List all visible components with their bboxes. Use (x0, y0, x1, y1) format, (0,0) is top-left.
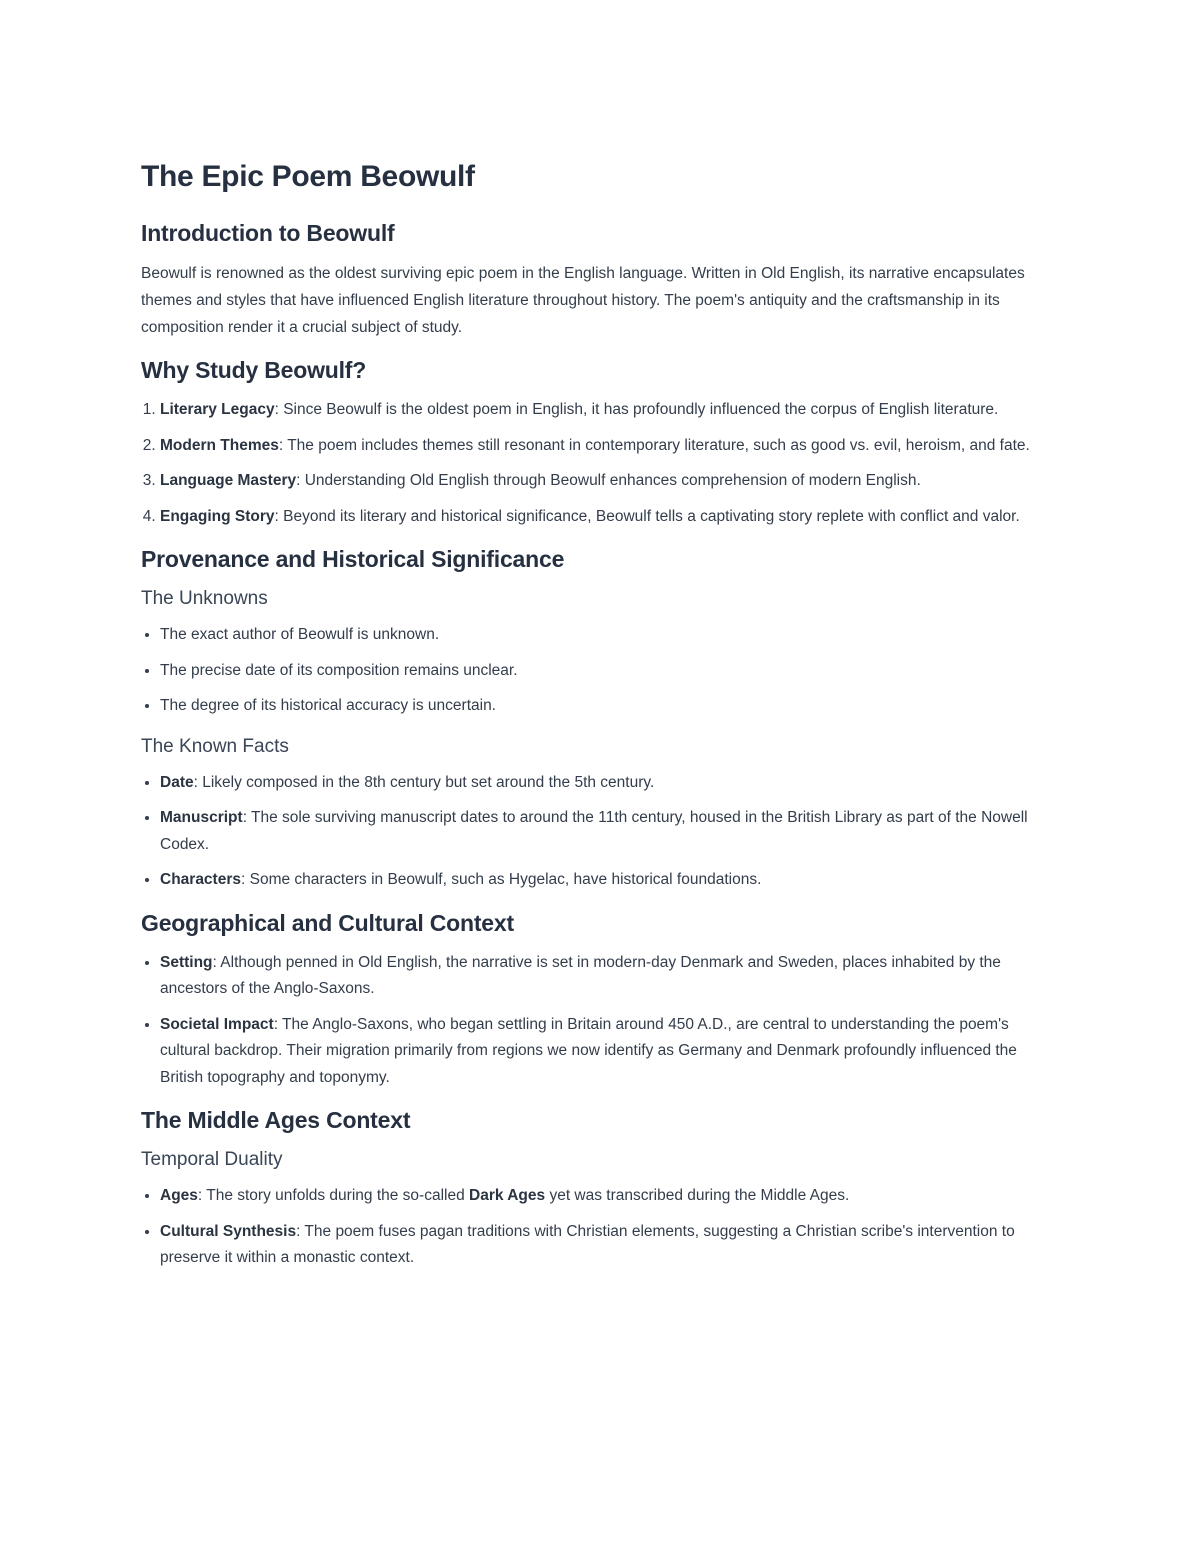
temporal-duality-heading: Temporal Duality (141, 1149, 283, 1170)
list-item (160, 805, 1056, 858)
list-item (160, 504, 1056, 531)
item-term: Date (160, 773, 194, 791)
list-item (160, 433, 1056, 460)
item-term: Modern Themes (160, 436, 279, 454)
item-term: Language Mastery (160, 472, 297, 489)
list-item: • The precise date of its composition remains unclear. (160, 658, 1056, 685)
temporal-list (141, 1183, 1056, 1272)
intro-paragraph: Beowulf is renowned as the oldest surviving epic poem in the English language. Written in Old English, its narrative encapsulates themes and styles that have influenced English literature throughout history. The poem's antiquity and the craftsmanship in its composition render it a crucial subject of study. (141, 265, 1025, 336)
item-text: : The story unfolds during the so-called (197, 1187, 470, 1204)
list-item (160, 770, 1056, 797)
item-text: : Some characters in Beowulf, such as Hygelac, have historical foundations. (241, 871, 762, 888)
middle-ages-heading: The Middle Ages Context (141, 1107, 411, 1133)
geo-heading: Geographical and Cultural Context (141, 909, 514, 936)
known-facts-list (141, 770, 1056, 894)
item-term: Engaging Story (160, 507, 275, 525)
why-study-heading: Why Study Beowulf? (141, 357, 367, 383)
document-page (141, 158, 1056, 1286)
unknowns-list (141, 622, 1056, 720)
intro-heading: Introduction to Beowulf (141, 220, 395, 246)
provenance-heading: Provenance and Historical Significance (141, 546, 565, 572)
list-item (160, 1012, 1056, 1092)
list-item (160, 468, 1056, 495)
item-term: Characters (160, 871, 241, 888)
item-term: Societal Impact (160, 1015, 274, 1033)
item-text: : Although penned in Old English, the narrative is set in modern-day Denmark and Sweden, places inhabited by the ancestors of the Anglo-Saxons. (160, 953, 1001, 997)
known-facts-heading: The Known Facts (141, 735, 289, 757)
item-text: : The Anglo-Saxons, who began settling in Britain around 450 A.D., are central to understanding the poem's cultural backdrop. Their migration primarily from regions we now identify as Germany and Denmark profoundly influenced the British topography and toponymy. (160, 1015, 1017, 1086)
why-study-list (141, 397, 1056, 530)
list-item (160, 1183, 1056, 1210)
item-term: Manuscript (160, 809, 243, 826)
item-text: : Since Beowulf is the oldest poem in English, it has profoundly influenced the corpus of English literature. (274, 401, 999, 418)
item-emphasis: Dark Ages (469, 1187, 546, 1204)
document-title: The Epic Poem Beowulf (141, 160, 475, 193)
item-text: : Beyond its literary and historical significance, Beowulf tells a captivating story replete with conflict and valor. (274, 507, 1020, 525)
list-item (160, 1219, 1056, 1272)
item-text: yet was transcribed during the Middle Ages. (545, 1187, 850, 1204)
geo-list (141, 950, 1056, 1092)
item-text: : Understanding Old English through Beowulf enhances comprehension of modern English. (296, 472, 921, 489)
item-text: : Likely composed in the 8th century but set around the 5th century. (193, 773, 655, 791)
list-item: • The degree of its historical accuracy is uncertain. (160, 693, 1056, 720)
item-term: Ages (160, 1187, 198, 1204)
item-term: Setting (160, 953, 213, 971)
list-item (160, 397, 1056, 424)
list-item (160, 867, 1056, 894)
item-text: : The poem fuses pagan traditions with Christian elements, suggesting a Christian scribe's intervention to preserve it within a monastic context. (160, 1222, 1015, 1266)
list-item (160, 950, 1056, 1003)
list-item: • The exact author of Beowulf is unknown. (160, 622, 1056, 649)
item-text: : The sole surviving manuscript dates to around the 11th century, housed in the British Library as part of the Nowell Codex. (160, 809, 1028, 853)
item-term: Literary Legacy (160, 401, 275, 418)
item-term: Cultural Synthesis (160, 1222, 297, 1240)
unknowns-heading: The Unknowns (141, 588, 268, 609)
item-text: : The poem includes themes still resonant in contemporary literature, such as good vs. evil, heroism, and fate. (278, 436, 1030, 454)
